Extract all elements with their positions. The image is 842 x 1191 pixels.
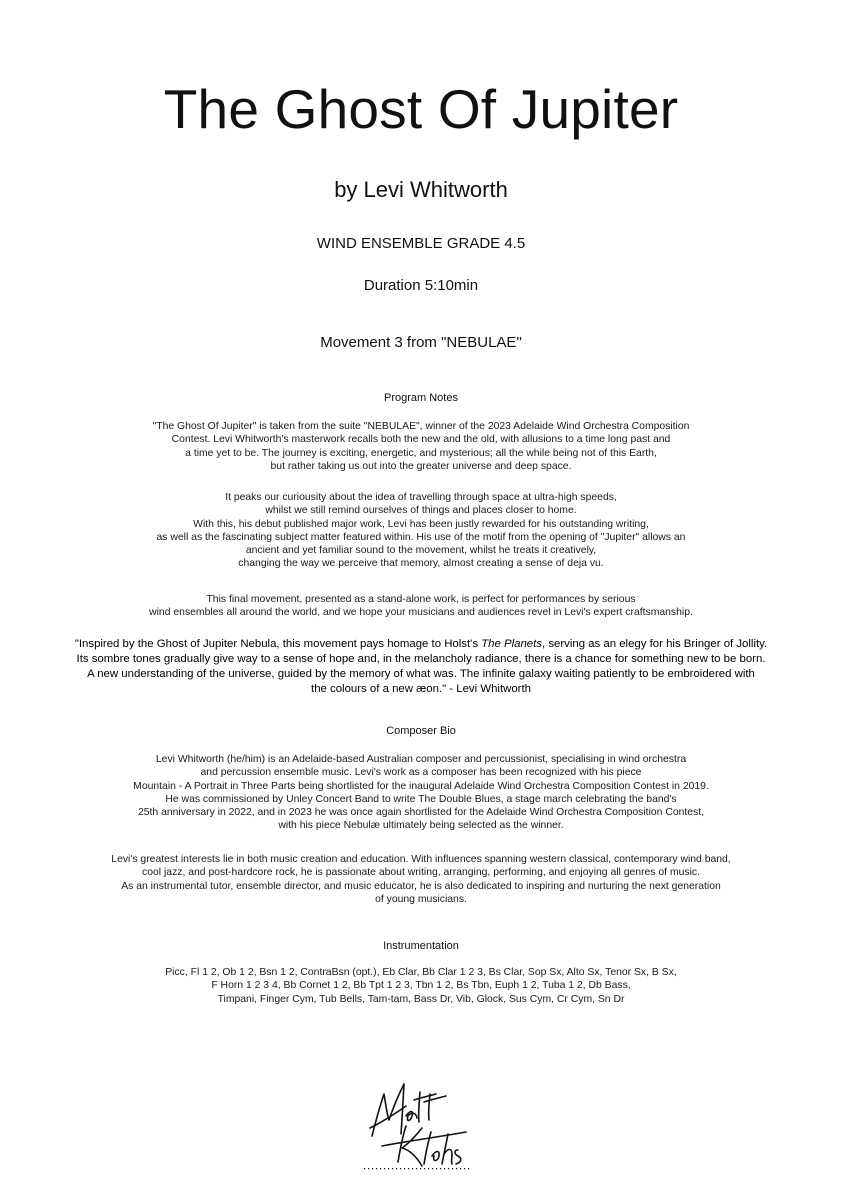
text-line: F Horn 1 2 3 4, Bb Cornet 1 2, Bb Tpt 1 2 3, Tbn 1 2, Bs Tbn, Euph 1 2, Tuba 1 2, Db Bass, [211, 980, 631, 992]
text-line: 25th anniversary in 2022, and in 2023 he was once again shortlisted for the Adelaide Wind Orchestra Composition Contest, [137, 807, 705, 819]
program-notes-paragraph-3 [0, 593, 842, 620]
composer-bio-paragraph-1 [0, 753, 842, 833]
text-line: and percussion ensemble music. Levi's work as a composer has been recognized with his piece [200, 767, 642, 779]
text-line: It peaks our curiousity about the idea of travelling through space at ultra-high speeds, [225, 492, 617, 503]
grade-label: WIND ENSEMBLE GRADE 4.5 [316, 235, 526, 252]
text-line: Levi's greatest interests lie in both music creation and education. With influences spanning western classical, contemporary wind band, [111, 854, 731, 865]
text-line: This final movement, presented as a stand-alone work, is perfect for performances by serious [206, 594, 636, 605]
quote-line: Its sombre tones gradually give way to a sense of hope and, in the melancholy radiance, there is a chance for something new to be born. [76, 653, 766, 665]
text-line: "The Ghost Of Jupiter" is taken from the suite "NEBULAE", winner of the 2023 Adelaide Wind Orchestra Composition [152, 421, 690, 432]
text-line: wind ensembles all around the world, and we hope your musicians and audiences revel in Levi's expert craftsmanship. [149, 607, 693, 619]
text-line: a time yet to be. The journey is exciting, energetic, and mysterious; all the while being not of this Earth, [185, 447, 657, 459]
quote-line [0, 637, 842, 652]
quote-line: the colours of a new æon." - Levi Whitworth [311, 683, 531, 695]
program-notes-heading: Program Notes [384, 392, 458, 404]
composer-bio-paragraph-2 [0, 853, 842, 906]
text-line: He was commissioned by Unley Concert Band to write The Double Blues, a stage march celebrating the band's [165, 793, 677, 805]
quote-text: "Inspired by the Ghost of Jupiter Nebula, this movement pays homage to Holst's [74, 638, 482, 650]
text-line: With this, his debut published major work, Levi has been justly rewarded for his outstanding writing, [193, 518, 649, 530]
text-line: but rather taking us out into the greater universe and deep space. [270, 460, 572, 472]
text-line: Contest. Levi Whitworth's masterwork recalls both the new and the old, with allusions to a time long past and [171, 434, 671, 446]
signature-logo-icon [362, 1076, 472, 1172]
quote-line: A new understanding of the universe, guided by the memory of what was. The infinite galaxy waiting patiently to be embroidered with [87, 668, 755, 680]
instrumentation-list [0, 966, 842, 1006]
duration-label: Duration 5:10min [363, 277, 479, 294]
text-line: whilst we still remind ourselves of things and places closer to home. [265, 505, 577, 517]
composer-bio-heading: Composer Bio [386, 725, 456, 737]
quote-text: , serving as an elegy for his Bringer of Jollity. [541, 638, 768, 650]
text-line: as well as the fascinating subject matter featured within. His use of the motif from the opening of "Jupiter" allows an [156, 531, 686, 543]
composer-quote [0, 637, 842, 697]
text-line: Mountain - A Portrait in Three Parts being shortlisted for the inaugural Adelaide Wind Orchestra Composition Contest in 2019. [133, 780, 709, 792]
page-title: The Ghost Of Jupiter [163, 78, 679, 140]
text-line: with his piece Nebulæ ultimately being selected as the winner. [278, 820, 564, 832]
text-line: Timpani, Finger Cym, Tub Bells, Tam-tam, Bass Dr, Vib, Glock, Sus Cym, Cr Cym, Sn Dr [217, 993, 625, 1005]
text-line: Picc, Fl 1 2, Ob 1 2, Bsn 1 2, ContraBsn (opt.), Eb Clar, Bb Clar 1 2 3, Bs Clar, Sop Sx, Alto Sx, Tenor Sx, B Sx, [165, 967, 677, 978]
text-line: Levi Whitworth (he/him) is an Adelaide-based Australian composer and percussionist, specialising in wind orchestra [155, 754, 687, 765]
composer-byline: by Levi Whitworth [334, 177, 508, 202]
program-notes-paragraph-2 [0, 491, 842, 571]
text-line: cool jazz, and post-hardcore rock, he is passionate about writing, arranging, performing, and enjoying all genres of music. [142, 867, 700, 879]
text-line: changing the way we perceive that memory, almost creating a sense of deja vu. [238, 558, 604, 570]
program-notes-paragraph-1 [0, 420, 842, 473]
text-line: ancient and yet familiar sound to the movement, whilst he treats it creatively, [245, 545, 597, 557]
text-line: of young musicians. [375, 893, 467, 905]
instrumentation-heading: Instrumentation [383, 940, 459, 952]
quote-italic-title: The Planets [481, 638, 542, 650]
text-line: As an instrumental tutor, ensemble director, and music educator, he is also dedicated to inspiring and nurturing the next generation [121, 880, 721, 892]
movement-label: Movement 3 from "NEBULAE" [320, 334, 522, 351]
